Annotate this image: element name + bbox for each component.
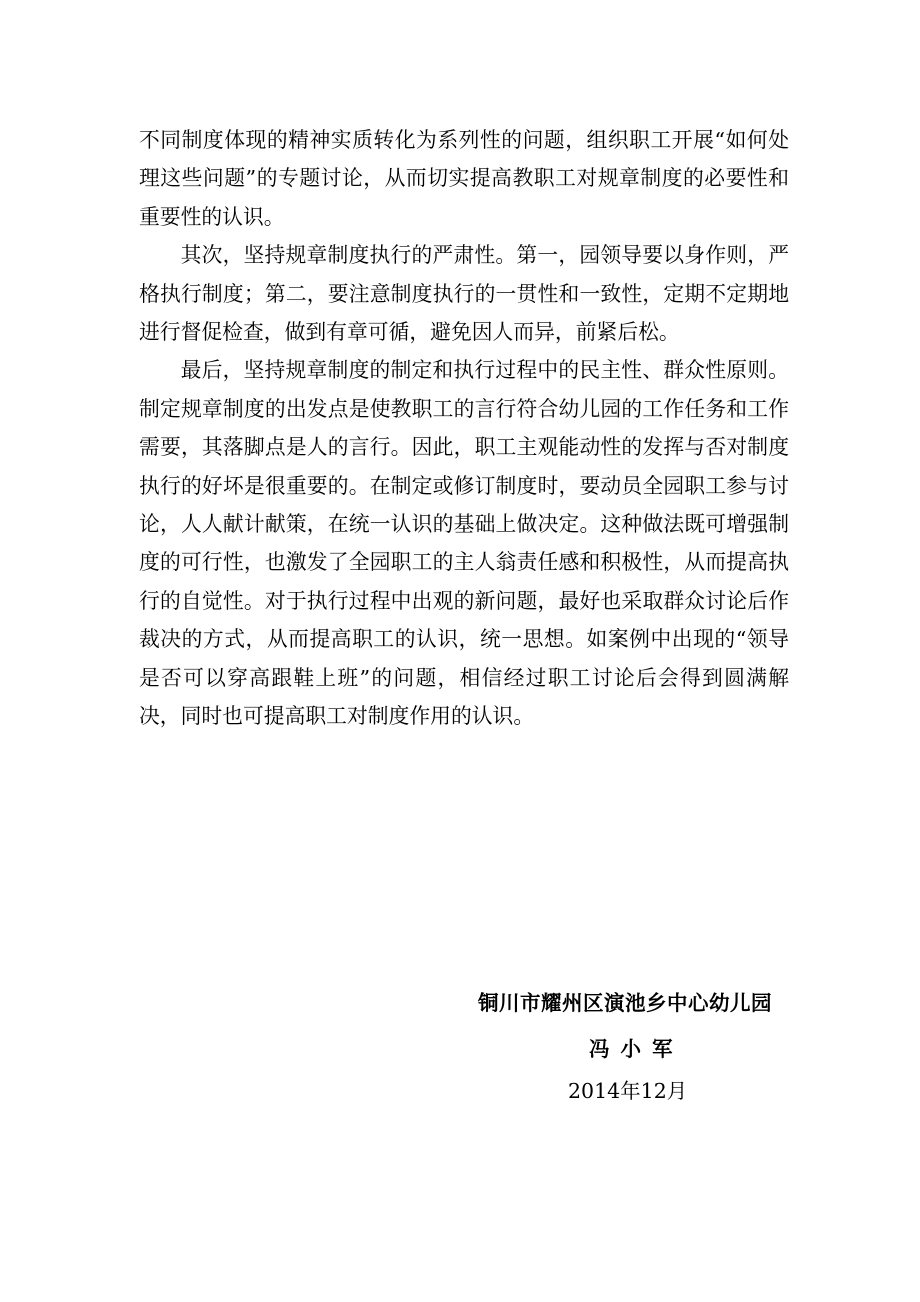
document-body xyxy=(139,121,789,736)
paragraph-democratic-principle: 最后，坚持规章制度的制定和执行过程中的民主性、群众性原则。制定规章制度的出发点是使教职工的言行符合幼儿园的工作任务和工作需要，其落脚点是人的言行。因此，职工主观能动性的发挥与否对制度执行的好坏是很重要的。在制定或修订制度时，要动员全园职工参与讨论，人人献计献策，在统一认识的基础上做决定。这种做法既可增强制度的可行性，也激发了全园职工的主人翁责任感和积极性，从而提高执行的自觉性。对于执行过程中出观的新问题，最好也采取群众讨论后作裁决的方式，从而提高职工的认识，统一思想。如案例中出现的“领导是否可以穿高跟鞋上班”的问题，相信经过职工讨论后会得到圆满解决，同时也可提高职工对制度作用的认识。 xyxy=(139,358,789,729)
paragraph-strict-enforcement: 其次，坚持规章制度执行的严肃性。第一，园领导要以身作则，严格执行制度；第二，要注意制度执行的一贯性和一致性，定期不定期地进行督促检查，做到有章可循，避免因人而异，前紧后松。 xyxy=(139,243,789,345)
paragraph-continuation: 不同制度体现的精神实质转化为系列性的问题，组织职工开展“如何处理这些问题”的专题讨论，从而切实提高教职工对规章制度的必要性和重要性的认识。 xyxy=(139,128,789,229)
signature-author: 冯小军 xyxy=(589,1037,684,1061)
signature-date: 2014年12月 xyxy=(568,1079,688,1103)
signature-organization: 铜川市耀州区演池乡中心幼儿园 xyxy=(478,991,772,1015)
